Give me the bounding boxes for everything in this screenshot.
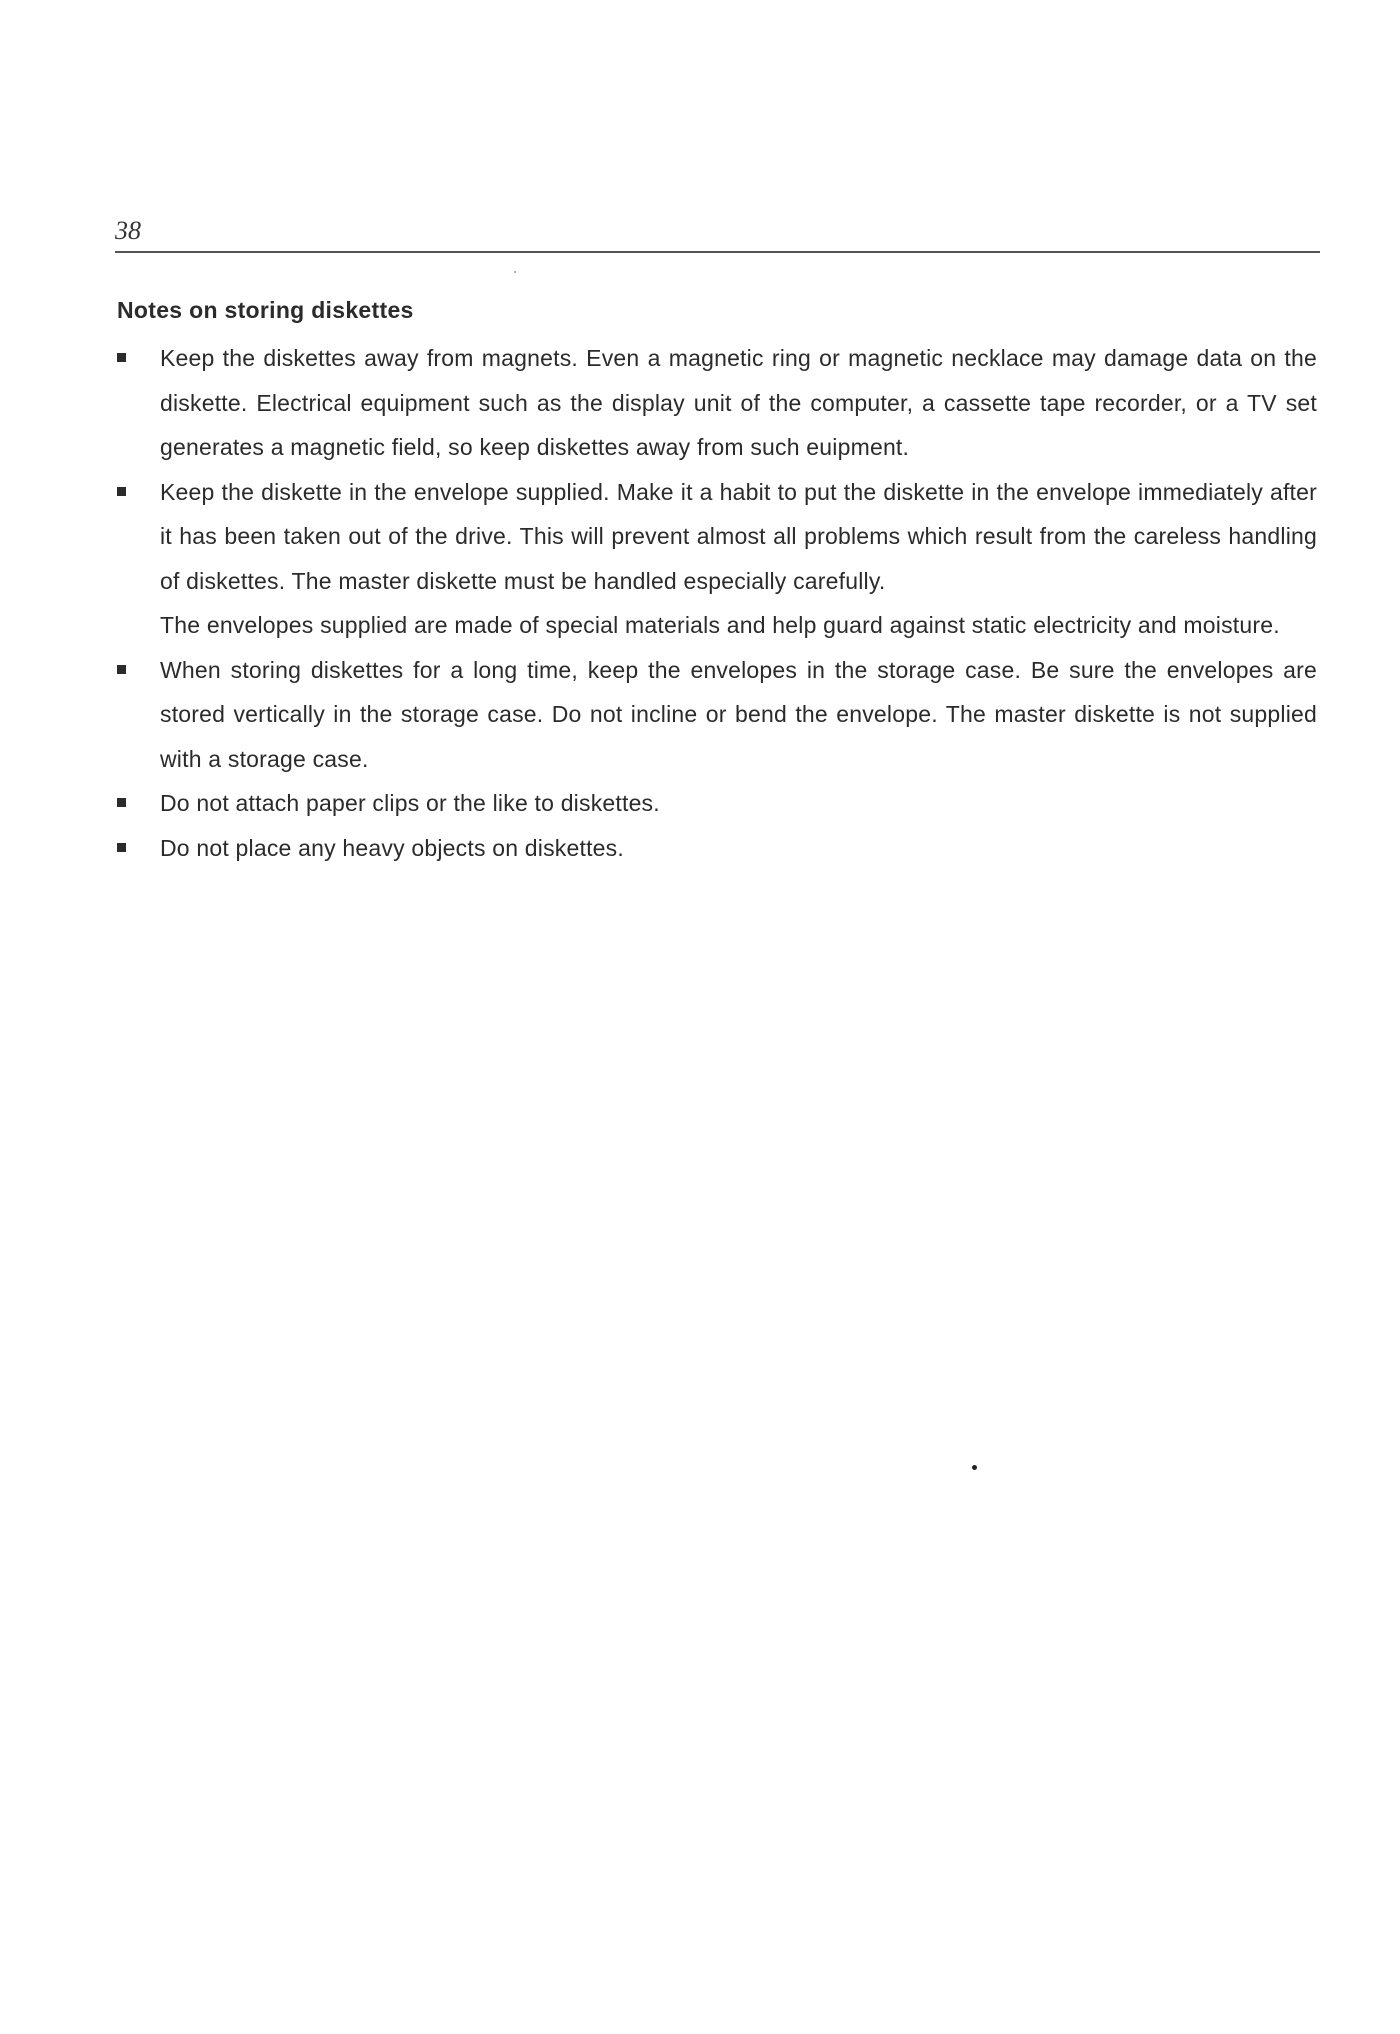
bullet-icon: [117, 665, 126, 674]
note-paragraph: Keep the diskette in the envelope supplied. Make it a habit to put the diskette in the envelope immediately after it has been taken out of the drive. This will prevent almost all problems which result from the careless handling of diskettes. The master diskette must be handled especially carefully.: [160, 478, 1317, 594]
header-rule: [115, 251, 1320, 253]
list-item: [117, 781, 1317, 826]
notes-list: [117, 336, 1317, 870]
list-item: [117, 826, 1317, 871]
list-item: [117, 648, 1317, 782]
bullet-icon: [117, 353, 126, 362]
page-number: 38: [115, 216, 141, 245]
scan-speck: [972, 1465, 977, 1470]
section-heading: Notes on storing diskettes: [117, 297, 414, 323]
list-item: [117, 336, 1317, 470]
notes-section: [117, 292, 1317, 870]
list-item: [117, 470, 1317, 648]
note-paragraph: Keep the diskettes away from magnets. Even a magnetic ring or magnetic necklace may damage data on the diskette. Electrical equipment such as the display unit of the computer, a cassette tape recorder, or a TV set generates a magnetic field, so keep diskettes away from such euipment.: [160, 345, 1317, 460]
note-paragraph: Do not attach paper clips or the like to diskettes.: [160, 790, 660, 816]
bullet-icon: [117, 487, 126, 496]
note-paragraph: Do not place any heavy objects on diskettes.: [160, 834, 624, 861]
note-paragraph: When storing diskettes for a long time, keep the envelopes in the storage case. Be sure the envelopes are stored vertically in the storage case. Do not incline or bend the envelope. The master diskette is not supplied with a storage case.: [160, 656, 1317, 772]
note-paragraph: The envelopes supplied are made of special materials and help guard against static electricity and moisture.: [160, 612, 1280, 638]
bullet-icon: [117, 843, 126, 852]
scan-speck: [514, 271, 516, 273]
bullet-icon: [117, 798, 126, 807]
